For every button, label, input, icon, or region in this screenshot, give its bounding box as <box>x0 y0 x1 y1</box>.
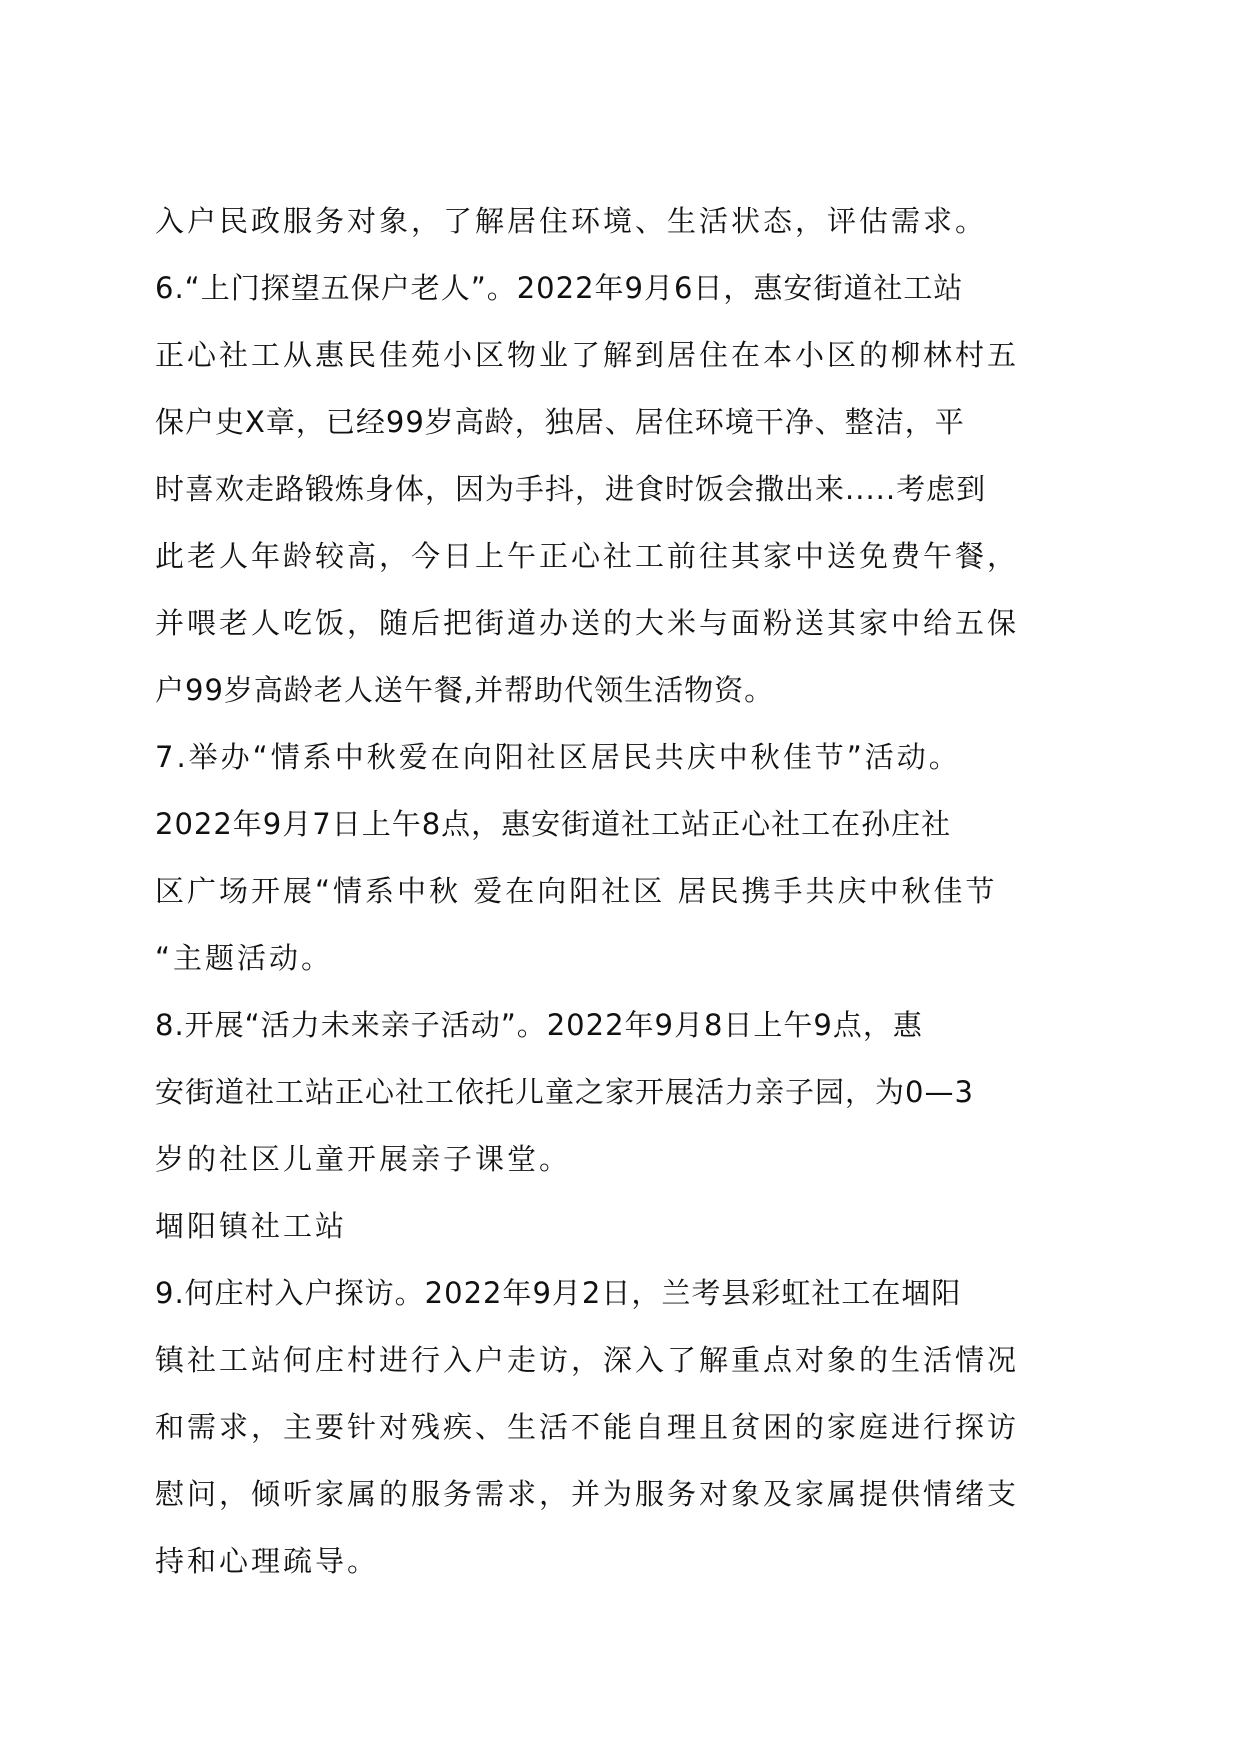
text-line: 安街道社工站正心社工依托儿童之家开展活力亲子园，为0—3 <box>155 1075 974 1109</box>
text-line: 7.举办“情系中秋爱在向阳社区居民共庆中秋佳节”活动。 <box>155 740 961 774</box>
text-line: 区广场开展“情系中秋 爱在向阳社区 居民携手共庆中秋佳节 <box>155 874 998 908</box>
text-line: 保户史X章，已经99岁高龄，独居、居住环境干净、整洁，平 <box>155 405 965 439</box>
text-line: 时喜欢走路锻炼身体，因为手抖，进食时饭会撒出来.....考虑到 <box>155 472 987 506</box>
text-line: 岁的社区儿童开展亲子课堂。 <box>155 1142 572 1176</box>
text-line: 并喂老人吃饭，随后把街道办送的大米与面粉送其家中给五保 <box>155 606 1020 640</box>
text-line: 户99岁高龄老人送午餐,并帮助代领生活物资。 <box>155 673 775 707</box>
text-line: 2022年9月7日上午8点，惠安街道社工站正心社工在孙庄社 <box>155 807 952 841</box>
document-body <box>155 188 1085 1595</box>
text-line: 正心社工从惠民佳苑小区物业了解到居住在本小区的柳林村五 <box>155 338 1020 372</box>
text-line: 镇社工站何庄村进行入户走访，深入了解重点对象的生活情况 <box>155 1343 1020 1377</box>
text-line: 9.何庄村入户探访。2022年9月2日，兰考县彩虹社工在堌阳 <box>155 1276 962 1310</box>
text-line: “主题活动。 <box>155 941 334 975</box>
section-heading: 堌阳镇社工站 <box>155 1209 348 1243</box>
text-line: 入户民政服务对象，了解居住环境、生活状态，评估需求。 <box>155 204 988 238</box>
text-line: 此老人年龄较高，今日上午正心社工前往其家中送免费午餐， <box>155 539 1020 573</box>
text-line: 和需求，主要针对残疾、生活不能自理且贫困的家庭进行探访 <box>155 1410 1020 1444</box>
text-line: 持和心理疏导。 <box>155 1544 380 1578</box>
text-line: 8.开展“活力未来亲子活动”。2022年9月8日上午9点，惠 <box>155 1008 923 1042</box>
text-line: 6.“上门探望五保户老人”。2022年9月6日，惠安街道社工站 <box>155 271 964 305</box>
text-line: 慰问，倾听家属的服务需求，并为服务对象及家属提供情绪支 <box>155 1477 1020 1511</box>
